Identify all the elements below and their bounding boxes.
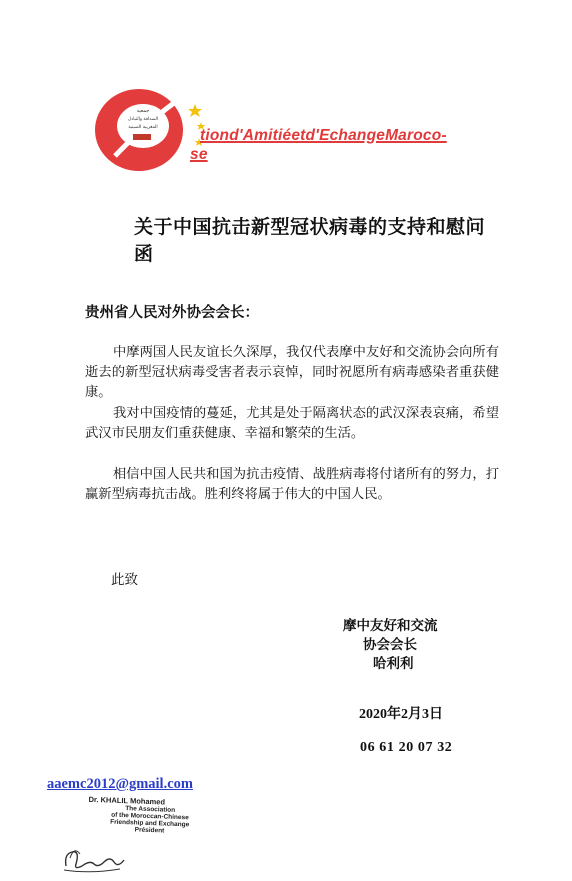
signer-organization: 摩中友好和交流 — [343, 618, 438, 634]
signer-name: 哈利利 — [373, 656, 414, 672]
stamp-line: of the Moroccan-Chinese — [111, 811, 189, 822]
handwritten-signature — [60, 836, 130, 876]
letter-title: 关于中国抗击新型冠状病毒的支持和慰问函 — [134, 216, 486, 265]
stamp-line: Président — [134, 826, 165, 835]
stamp-line: Dr. KHALIL Mohamed — [88, 794, 166, 807]
phone-number: 06 61 20 07 32 — [360, 740, 453, 755]
closing-phrase: 此致 — [111, 572, 138, 588]
svg-text:الصداقة والتبادل: الصداقة والتبادل — [127, 117, 159, 122]
signature-block — [343, 617, 438, 674]
signature-scribble-icon — [60, 836, 130, 876]
signer-title: 协会会长 — [363, 637, 417, 653]
salutation: 贵州省人民对外协会会长： — [85, 305, 259, 321]
body-paragraph: 相信中国人民共和国为抗击疫情、战胜病毒将付诸所有的努力，打赢新型病毒抗击战。胜利终将属于伟大的中国人民。 — [85, 467, 499, 502]
stamp-line: The Association — [125, 805, 176, 814]
letter-date: 2020年2月3日 — [359, 707, 443, 722]
body-paragraph: 中摩两国人民友谊长久深厚，我仅代表摩中友好和交流协会向所有逝去的新型冠状病毒受害者表示哀悼，同时祝愿所有病毒感染者重获健康。 — [85, 345, 499, 400]
svg-text:جمعية: جمعية — [136, 108, 150, 114]
association-name-line1: tiond'Amitiéetd'EchangeMaroco- — [200, 127, 447, 144]
association-name — [190, 126, 447, 164]
body-paragraph: 我对中国疫情的蔓延，尤其是处于隔离状态的武汉深表哀痛，希望武汉市民朋友们重获健康、幸福和繁荣的生活。 — [85, 406, 499, 441]
email-link[interactable]: aaemc2012@gmail.com — [47, 776, 193, 792]
svg-text:المغربية الصينية: المغربية الصينية — [128, 125, 158, 130]
stamp-line: Friendship and Exchange — [110, 818, 190, 829]
association-name-line2: se — [190, 146, 208, 163]
official-stamp — [69, 794, 230, 837]
